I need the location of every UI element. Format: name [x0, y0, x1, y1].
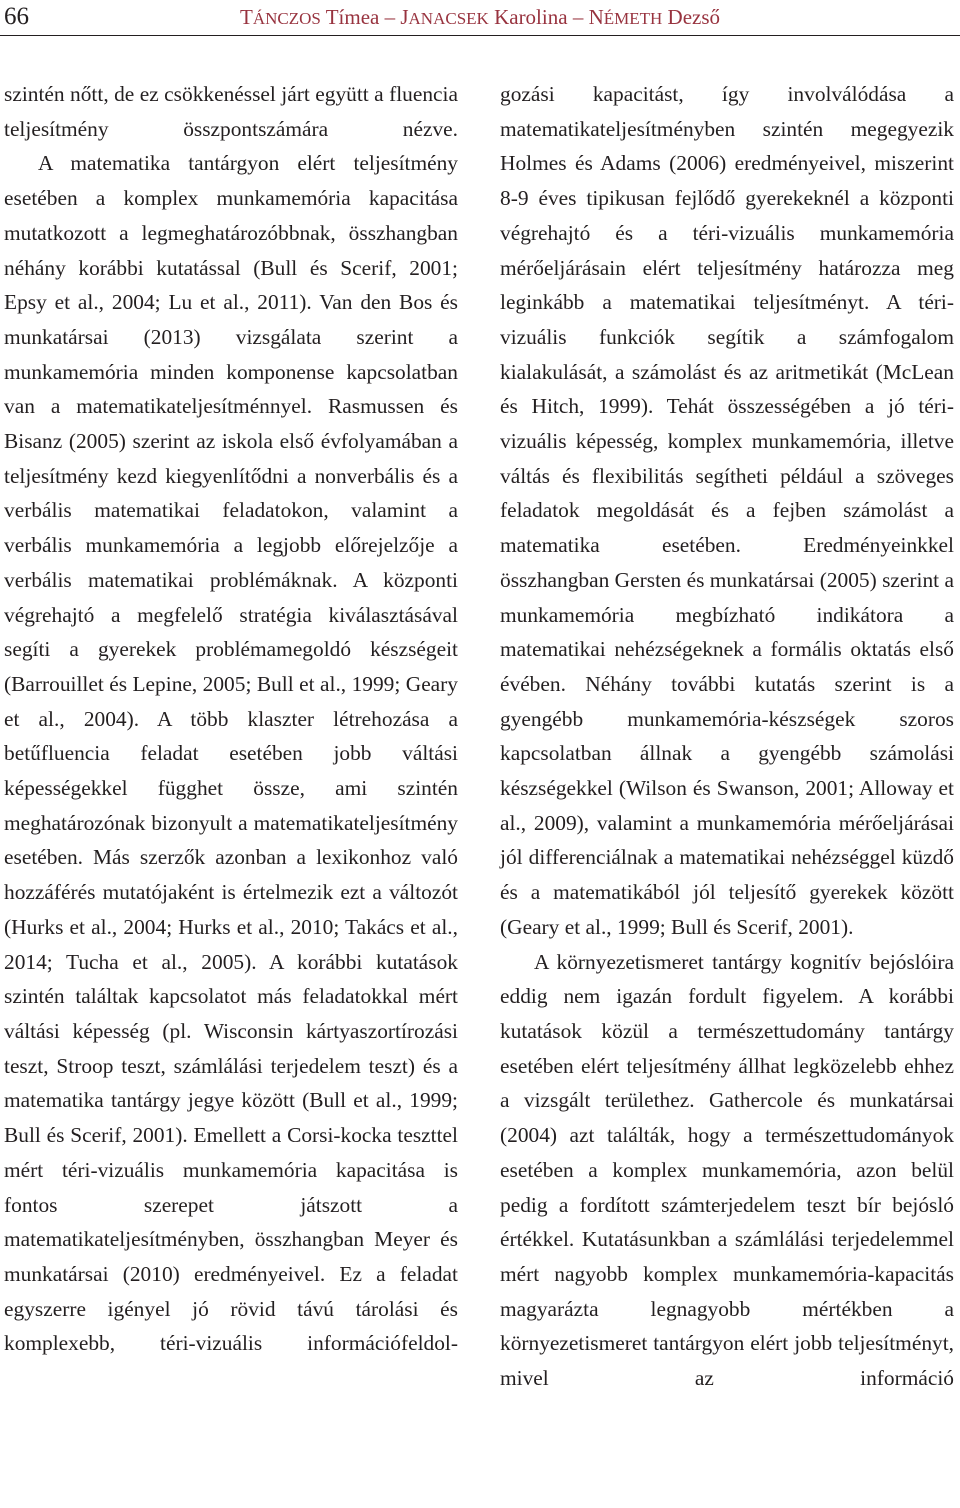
header-rule — [0, 35, 960, 36]
author-2: JANACSEK Karolina — [400, 5, 568, 29]
author-separator: – — [572, 5, 584, 29]
paragraph: A matematika tantárgyon elért teljesítmény esetében a komplex munkamemória kapacitása mutatkozott a legmeghatározóbbnak, összhangban néhány korábbi kutatással (Bull és Scerif, 2001; Epsy et al., 2004; Lu et al., 2011). Van den Bos és munkatársai (2013) vizsgálata szerint a munkamemória minden komponense kapcsolatban van a matematikateljesítménnyel. Rasmussen és Bisanz (2005) szerint az iskola első évfolyamában a teljesítmény kezd kiegyenlítődni a nonverbális és a verbális matematikai feladatokon, valamint a verbális munkamemória a legjobb előrejelzője a verbális matematikai problémáknak. A központi végrehajtó a megfelelő stratégia kiválasztásával segíti a gyerekek problémamegoldó készségeit (Barrouillet és Lepine, 2005; Bull et al., 1999; Geary et al., 2004). A több klaszter létrehozása a betűfluencia feladat esetében jobb váltási képességekkel függhet össze, ami szintén meghatározónak bizonyult a matematikateljesítmény esetében. Más szerzők azonban a lexikonhoz való hozzáférés mutatójaként is értelmezik ezt a változót (Hurks et al., 2004; Hurks et al., 2010; Takács et al., 2014; Tucha et al., 2005). A korábbi kutatások szintén találtak kapcsolatot más feladatokkal mért váltási képesség (pl. Wisconsin kártyaszortírozási teszt, Stroop teszt, számlálási terjedelem teszt) és a matematika tantárgy jegye között (Bull et al., 1999; Bull és Scerif, 2001). Emellett a Corsi-kocka teszttel mért téri-vizuális munkamemória kapacitása is fontos szerepet játszott a matematikateljesítményben, összhangban Meyer és munkatársai (2010) eredményeivel. Ez a feladat egyszerre igényel jó rövid távú tárolási és komplexebb, téri-vizuális információfeldol- — [4, 151, 458, 1356]
author-3: NÉMETH Dezső — [588, 5, 721, 29]
page-header — [0, 0, 960, 38]
running-head-authors — [0, 3, 960, 33]
author-1: TÁNCZOS Tímea — [239, 5, 380, 29]
page-number: 66 — [4, 3, 29, 30]
paragraph: szintén nőtt, de ez csökkenéssel járt együtt a fluencia teljesítmény összpontszámára nézve. — [4, 82, 458, 141]
right-column — [500, 77, 954, 1396]
author-separator: – — [384, 5, 396, 29]
left-column — [4, 77, 458, 1361]
paragraph: gozási kapacitást, így involválódása a matematikateljesítményben szintén megegyezik Holmes és Adams (2006) eredményeivel, miszerint 8-9 éves tipikusan fejlődő gyerekeknél a központi végrehajtó és a téri-vizuális munkamemória mérőeljárásain elért teljesítmény határozza meg leginkább a matematikai teljesítményt. A téri-vizuális funkciók segítik a számfogalom kialakulását, a számolást és az aritmetikát (McLean és Hitch, 1999). Tehát összességében a jó téri-vizuális képesség, komplex munkamemória, illetve váltás és flexibilitás segítheti például a szöveges feladatok megoldását és a fejben számolást a matematika esetében. Eredményeinkkel összhangban Gersten és munkatársai (2005) szerint a munkamemória megbízható indikátora a matematikai nehézségeknek a formális oktatás első évében. Néhány további kutatás szerint is a gyengébb munkamemória-készségek szoros kapcsolatban állnak a gyengébb számolási készségekkel (Wilson és Swanson, 2001; Alloway et al., 2009), valamint a munkamemória mérőeljárásai jól differenciálnak a matematikai nehézséggel küzdő és a matematikából jól teljesítő gyerekek között (Geary et al., 1999; Bull és Scerif, 2001). — [500, 82, 954, 939]
paragraph: A környezetismeret tantárgy kognitív bejóslóira eddig nem igazán fordult figyelem. A korábbi kutatások közül a természettudomány tantárgy esetében elért teljesítmény állhat legközelebb ehhez a vizsgált területhez. Gathercole és munkatársai (2004) azt találták, hogy a természettudományok esetében a komplex munkamemória, azon belül pedig a fordított számterjedelem teszt bír bejósló értékkel. Kutatásunkban a számlálási terjedelemmel mért nagyobb komplex munkamemória-kapacitás magyarázta legnagyobb mértékben a környezetismeret tantárgyon elért jobb teljesítményt, mivel az információ — [500, 949, 954, 1391]
